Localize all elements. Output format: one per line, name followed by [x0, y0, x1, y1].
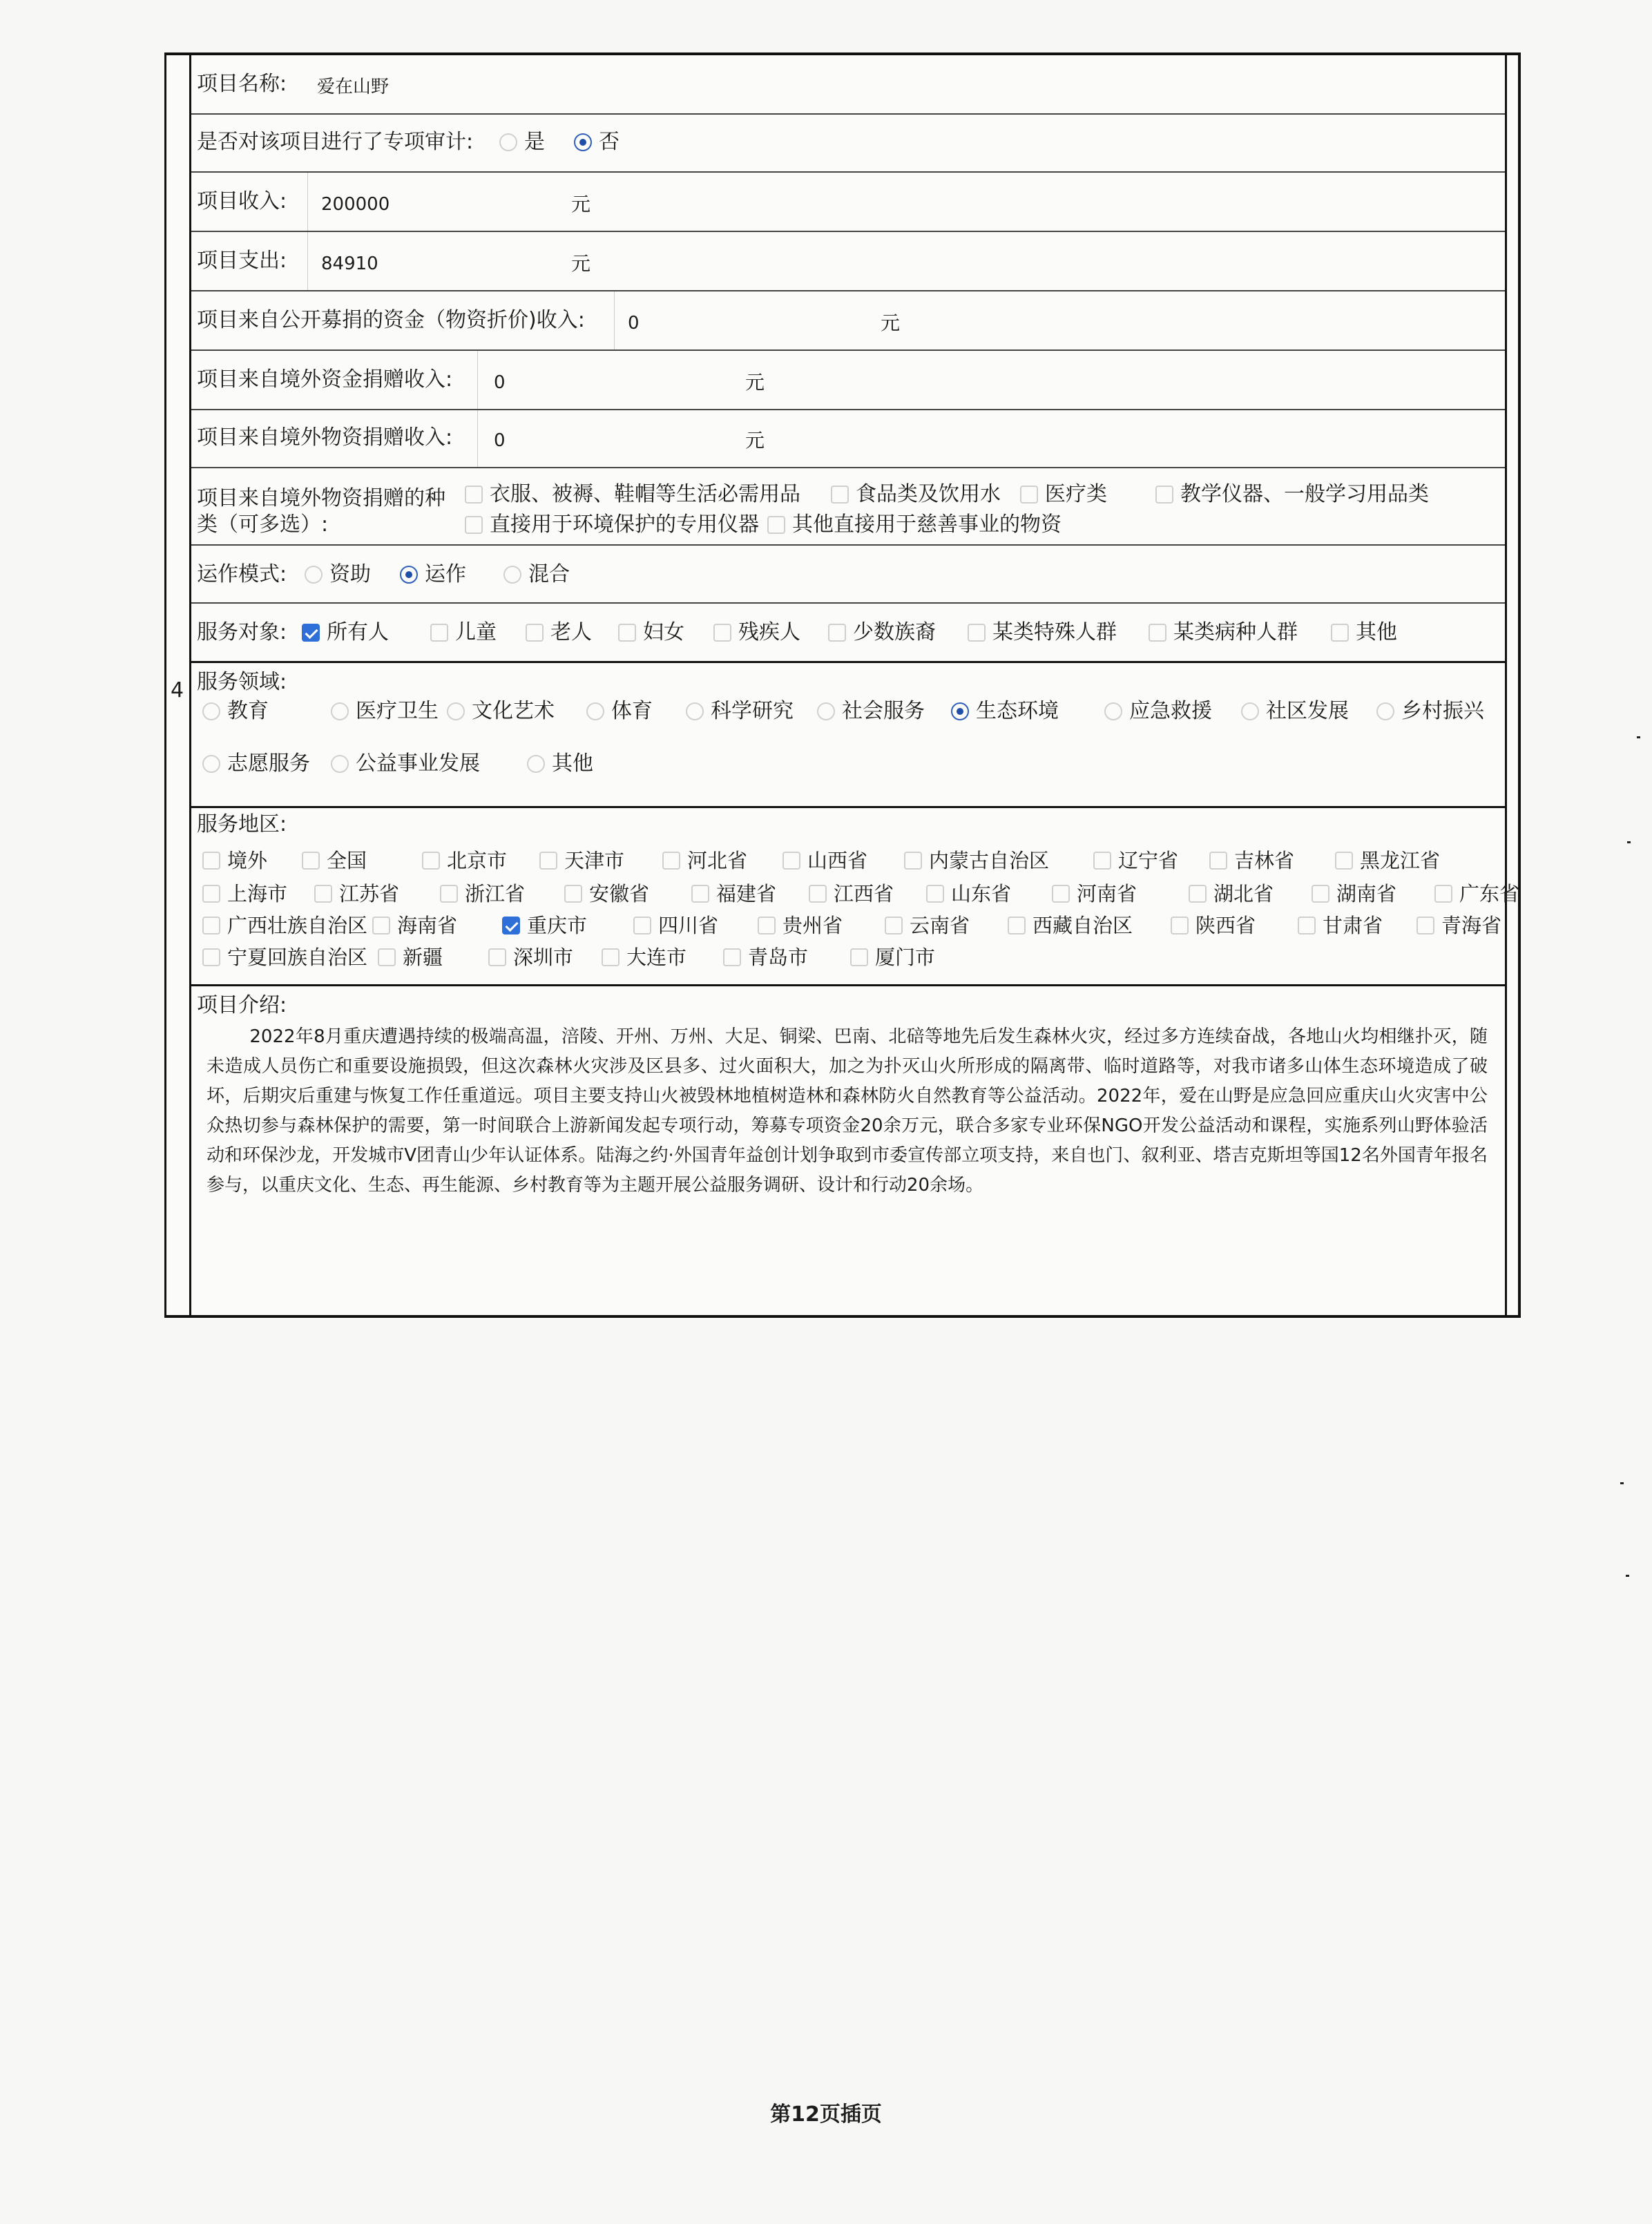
operation-mode-label: 运作模式: [197, 562, 287, 586]
checkbox-icon [539, 852, 557, 870]
checkbox-icon [926, 885, 944, 903]
checkbox-icon [828, 624, 846, 642]
checkbox-icon [378, 948, 396, 966]
checkbox-icon [1093, 852, 1111, 870]
public-fundraising-field-edge [614, 291, 615, 349]
goods-type-other[interactable]: 其他直接用于慈善事业的物资 [767, 512, 1062, 537]
service_fields-option[interactable]: 乡村振兴 [1376, 699, 1484, 724]
service_regions-option[interactable]: 山西省 [782, 848, 867, 873]
public-fundraising-unit: 元 [881, 311, 901, 334]
checkbox-icon [1052, 885, 1070, 903]
service_regions-option[interactable]: 厦门市 [850, 945, 935, 970]
target-other[interactable]: 其他 [1331, 620, 1397, 645]
radio-selected-icon [574, 133, 592, 151]
mode-option-mixed[interactable]: 混合 [503, 562, 570, 587]
audit-row [191, 115, 1505, 173]
service_regions-option[interactable]: 甘肃省 [1298, 913, 1383, 938]
mode-option-operate[interactable]: 运作 [400, 562, 466, 587]
service-regions-label: 服务地区: [197, 812, 287, 836]
income-input[interactable]: 200000 [321, 194, 390, 215]
intro-label: 项目介绍: [197, 993, 287, 1017]
checkbox-icon [430, 624, 448, 642]
operation-mode-row [191, 546, 1505, 604]
checkbox-icon [1149, 624, 1166, 642]
checkbox-icon [302, 852, 320, 870]
service_regions-option[interactable]: 安徽省 [564, 881, 649, 906]
service_regions-option[interactable]: 山东省 [926, 881, 1011, 906]
checkbox-icon [662, 852, 680, 870]
service_regions-option[interactable]: 江苏省 [314, 881, 399, 906]
foreign-goods-types-label-1: 项目来自境外物资捐赠的种 [197, 486, 445, 510]
radio-selected-icon [400, 566, 418, 584]
target-elderly[interactable]: 老人 [526, 620, 592, 645]
service_regions-option[interactable]: 黑龙江省 [1335, 848, 1440, 873]
service_regions-option[interactable]: 江西省 [809, 881, 894, 906]
foreign-funds-unit: 元 [745, 371, 765, 394]
audit-label: 是否对该项目进行了专项审计: [197, 130, 474, 154]
checkbox-icon [767, 516, 785, 534]
target-disabled[interactable]: 残疾人 [713, 620, 800, 645]
form-content [191, 55, 1520, 1315]
expense-unit: 元 [571, 252, 591, 275]
service_regions-option[interactable]: 天津市 [539, 848, 624, 873]
service-targets-row [191, 604, 1505, 663]
service_fields-option[interactable]: 公益事业发展 [331, 751, 480, 776]
foreign-goods-input[interactable]: 0 [494, 430, 506, 451]
checkbox-icon [202, 917, 220, 934]
mode-option-fund[interactable]: 资助 [305, 562, 371, 587]
service-regions-row [191, 808, 1520, 986]
audit-option-yes[interactable]: 是 [499, 130, 545, 155]
foreign-goods-row [191, 410, 1505, 468]
service_regions-option[interactable]: 海南省 [372, 913, 457, 938]
project-name-value[interactable]: 爱在山野 [317, 77, 390, 97]
service_regions-option[interactable]: 青岛市 [723, 945, 808, 970]
checkbox-icon [809, 885, 827, 903]
foreign-goods-types-row [191, 468, 1505, 546]
service_regions-option[interactable]: 大连市 [602, 945, 686, 970]
expense-input[interactable]: 84910 [321, 253, 378, 274]
checkbox-icon [602, 948, 620, 966]
service_fields-option[interactable]: 教育 [202, 699, 269, 724]
service_regions-option[interactable]: 河北省 [662, 848, 747, 873]
service_regions-option[interactable]: 福建省 [691, 881, 776, 906]
checkbox-icon [831, 486, 849, 504]
service_regions-option[interactable]: 青海省 [1416, 913, 1501, 938]
foreign-funds-field-edge [477, 351, 478, 409]
service_regions-option[interactable]: 陕西省 [1171, 913, 1256, 938]
checkbox-icon [314, 885, 332, 903]
service_regions-option[interactable]: 重庆市 [502, 913, 587, 938]
service_fields-option[interactable]: 生态环境 [951, 699, 1059, 724]
intro-text: 2022年8月重庆遭遇持续的极端高温，涪陵、开州、万州、大足、铜梁、巴南、北碚等地先后发生森林火灾，经过多方连续奋战，各地山火均相继扑灭，随未造成人员伤亡和重要设施损毁，但这次森林火灾涉及区县多、过火面积大，加之为扑灭山火所形成的隔离带、临时道路等，对我市诸多山体生态环境造成了破坏，后期灾后重建与恢复工作任重道远。项目主要支持山火被毁林地植树造林和森林防火自然教育等公益活动。2022年，爱在山野是应急回应重庆山火灾害中公众热切参与森林保护的需要，第一时间联合上游新闻发起专项行动，筹募专项资金20余万元，联合多家专业环保NGO开发公益活动和课程，实施系列山野体验活动和环保沙龙，开发城市V团青山少年认证体系。陆海之约·外国青年益创计划争取到市委宣传部立项支持，来自也门、叙利亚、塔吉克斯坦等国12名外国青年报名参与，以重庆文化、生态、再生能源、乡村教育等为主题开展公益服务调研、设计和行动20余场。 [206, 1026, 1488, 1196]
checkbox-icon [1298, 917, 1316, 934]
service_regions-option[interactable]: 湖北省 [1189, 881, 1274, 906]
target-children[interactable]: 儿童 [430, 620, 497, 645]
service_fields-option[interactable]: 科学研究 [686, 699, 794, 724]
goods-type-food[interactable]: 食品类及饮用水 [831, 482, 1001, 507]
public-fundraising-row [191, 291, 1505, 351]
foreign-goods-types-label-2: 类（可多选）: [197, 512, 329, 537]
service_fields-option[interactable]: 体育 [586, 699, 653, 724]
service_fields-option[interactable]: 志愿服务 [202, 751, 310, 776]
service_regions-option[interactable]: 湖南省 [1312, 881, 1396, 906]
service_fields-option[interactable]: 文化艺术 [447, 699, 555, 724]
target-special-groups[interactable]: 某类特殊人群 [968, 620, 1117, 645]
row-number: 4 [171, 678, 184, 702]
project-name-row [191, 55, 1505, 115]
checkbox-icon [465, 516, 483, 534]
checkbox-icon [372, 917, 390, 934]
goods-type-teaching[interactable]: 教学仪器、一般学习用品类 [1155, 482, 1429, 507]
checkbox-icon [850, 948, 868, 966]
service_regions-option[interactable]: 云南省 [885, 913, 970, 938]
income-label: 项目收入: [197, 189, 287, 213]
checkbox-icon [422, 852, 440, 870]
foreign-funds-input[interactable]: 0 [494, 372, 506, 393]
expense-label: 项目支出: [197, 249, 287, 273]
checkbox-icon [1416, 917, 1434, 934]
target-disease-groups[interactable]: 某类病种人群 [1149, 620, 1298, 645]
checkbox-icon [440, 885, 458, 903]
checkbox-icon [1331, 624, 1349, 642]
income-row [191, 173, 1505, 232]
audit-option-no[interactable]: 否 [574, 130, 620, 155]
checkbox-icon [488, 948, 506, 966]
income-unit: 元 [571, 193, 591, 215]
service_regions-option[interactable]: 四川省 [633, 913, 718, 938]
service_regions-option[interactable]: 吉林省 [1209, 848, 1294, 873]
service_regions-option[interactable]: 宁夏回族自治区 [202, 945, 367, 970]
row-number-column [166, 55, 191, 1315]
checkbox-icon [1209, 852, 1227, 870]
goods-type-necessities[interactable]: 衣服、被褥、鞋帽等生活必需用品 [465, 482, 800, 507]
service-fields-options [191, 663, 1505, 808]
intro-row [191, 986, 1505, 1318]
public-fundraising-label: 项目来自公开募捐的资金（物资折价)收入: [197, 308, 585, 332]
checkbox-icon [758, 917, 776, 934]
expense-field-edge [307, 232, 308, 290]
service_fields-option[interactable]: 其他 [527, 751, 593, 776]
service-targets-label: 服务对象: [197, 620, 287, 644]
service_fields-option[interactable]: 社会服务 [817, 699, 925, 724]
checkbox-checked-icon [502, 917, 520, 934]
service_regions-option[interactable]: 广东省 [1434, 881, 1519, 906]
service_regions-option[interactable]: 辽宁省 [1093, 848, 1178, 873]
radio-icon [503, 566, 521, 584]
page-footer: 第12页插页 [770, 2102, 882, 2127]
service_regions-option[interactable]: 北京市 [422, 848, 507, 873]
scan-speck [1637, 736, 1640, 738]
radio-icon [499, 133, 517, 151]
service_regions-option[interactable]: 全国 [302, 848, 367, 873]
checkbox-icon [1312, 885, 1329, 903]
service_regions-option[interactable]: 境外 [202, 848, 267, 873]
project-name-label: 项目名称: [197, 72, 287, 96]
service_regions-option[interactable]: 新疆 [378, 945, 443, 970]
checkbox-icon [1171, 917, 1189, 934]
service-fields-label: 服务领域: [197, 670, 287, 694]
checkbox-icon [1189, 885, 1207, 903]
service_regions-option[interactable]: 深圳市 [488, 945, 573, 970]
checkbox-icon [713, 624, 731, 642]
checkbox-icon [691, 885, 709, 903]
checkbox-icon [202, 948, 220, 966]
checkbox-icon [633, 917, 651, 934]
checkbox-icon [885, 917, 903, 934]
scan-speck [1627, 841, 1631, 843]
goods-type-medical[interactable]: 医疗类 [1020, 482, 1107, 507]
form-table [164, 52, 1521, 1318]
scan-speck [1626, 1575, 1629, 1577]
service_regions-option[interactable]: 贵州省 [758, 913, 843, 938]
goods-type-environment[interactable]: 直接用于环境保护的专用仪器 [465, 512, 759, 537]
target-everyone[interactable]: 所有人 [302, 620, 389, 645]
checkbox-icon [1335, 852, 1353, 870]
checkbox-icon [618, 624, 636, 642]
expense-row [191, 232, 1505, 291]
service_fields-option[interactable]: 医疗卫生 [331, 699, 439, 724]
service_regions-option[interactable]: 西藏自治区 [1008, 913, 1133, 938]
checkbox-icon [723, 948, 741, 966]
scan-speck [1620, 1482, 1624, 1484]
checkbox-icon [202, 852, 220, 870]
foreign-funds-row [191, 351, 1505, 410]
checkbox-checked-icon [302, 624, 320, 642]
foreign-funds-label: 项目来自境外资金捐赠收入: [197, 367, 453, 392]
checkbox-icon [1008, 917, 1026, 934]
income-field-edge [307, 173, 308, 231]
checkbox-icon [782, 852, 800, 870]
foreign-goods-label: 项目来自境外物资捐赠收入: [197, 425, 453, 450]
service_fields-option[interactable]: 应急救援 [1104, 699, 1212, 724]
service_fields-option[interactable]: 社区发展 [1241, 699, 1349, 724]
foreign-goods-field-edge [477, 410, 478, 467]
service_regions-option[interactable]: 上海市 [202, 881, 287, 906]
foreign-goods-unit: 元 [745, 429, 765, 452]
checkbox-icon [968, 624, 986, 642]
service_regions-option[interactable]: 广西壮族自治区 [202, 913, 367, 938]
checkbox-icon [1020, 486, 1038, 504]
public-fundraising-input[interactable]: 0 [628, 313, 640, 334]
service_regions-option[interactable]: 内蒙古自治区 [904, 848, 1049, 873]
radio-icon [305, 566, 323, 584]
service_regions-option[interactable]: 河南省 [1052, 881, 1137, 906]
service_regions-option[interactable]: 浙江省 [440, 881, 525, 906]
checkbox-icon [202, 885, 220, 903]
checkbox-icon [1434, 885, 1452, 903]
checkbox-icon [465, 486, 483, 504]
checkbox-icon [1155, 486, 1173, 504]
target-women[interactable]: 妇女 [618, 620, 684, 645]
target-ethnic-minorities[interactable]: 少数族裔 [828, 620, 936, 645]
checkbox-icon [526, 624, 544, 642]
checkbox-icon [904, 852, 922, 870]
checkbox-icon [564, 885, 582, 903]
